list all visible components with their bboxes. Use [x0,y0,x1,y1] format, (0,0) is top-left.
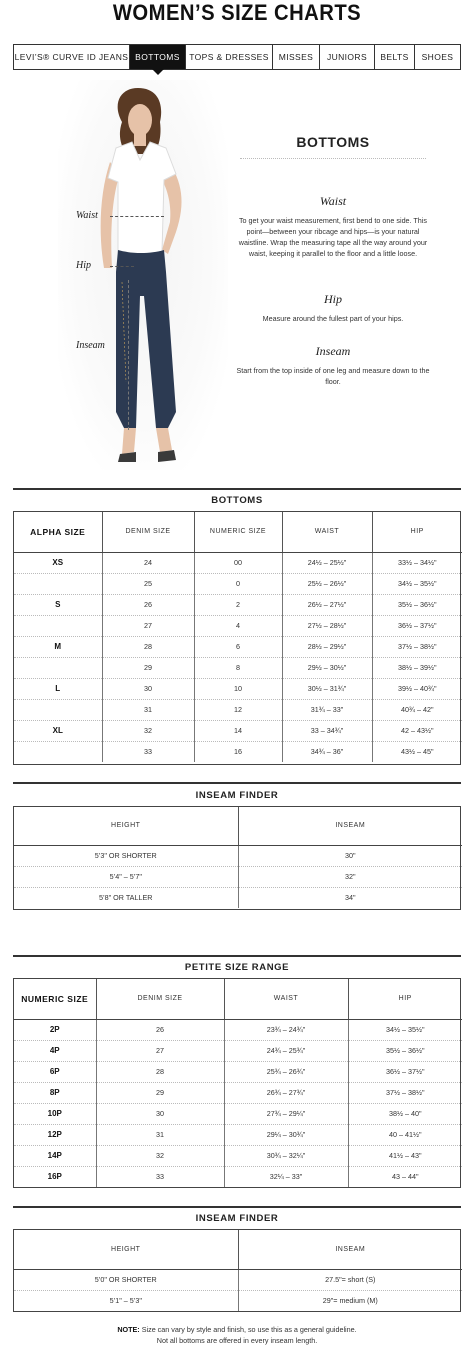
table-cell: 32 [102,720,194,741]
table-row [14,573,462,594]
table-cell: 29"= medium (M) [322,1296,378,1306]
petite-section-rule [13,955,461,957]
table-cell: 12P [14,1124,96,1145]
header-height: HEIGHT [14,1230,238,1269]
table-row [14,720,462,741]
table-cell: 6P [14,1061,96,1082]
table-cell: 42 – 43½" [372,720,462,741]
table-cell: 31 [102,699,194,720]
table-cell: 30 [102,678,194,699]
info-title: BOTTOMS [296,134,370,150]
tab-curve-id-jeans[interactable]: LEVI’S® CURVE ID JEANS [14,45,130,69]
table-row [14,1166,462,1187]
header-numeric-size: NUMERIC SIZE [14,979,96,1019]
note-label: NOTE: [117,1325,140,1334]
hip-heading: Hip [324,292,342,306]
petite-table-title: PETITE SIZE RANGE [184,962,290,973]
table-row [14,1103,462,1124]
table-cell: 33½ – 34½" [372,552,462,573]
header-hip: HIP [372,512,462,552]
table-cell: 35½ – 36½" [372,594,462,615]
table-cell: 5’1" – 5’3" [14,1290,238,1311]
table-cell: 00 [194,552,282,573]
table-cell: 40¾ – 42" [372,699,462,720]
hip-instructions: Measure around the fullest part of your hips. [262,314,404,323]
inseam-instructions: Start from the top inside of one leg and measure down to the floor. [236,366,430,386]
hip-label: Hip [76,260,91,271]
table-cell: 32" [238,866,462,887]
waist-instructions: To get your waist measurement, first bend to one side. This point—between your ribcage and hips—is your natural waistline. Wrap the measuring tape all the way around your waist, keeping it parallel to the floor and a little loose. [238,216,428,258]
table-cell: 16P [14,1166,96,1187]
table-cell: 6 [194,636,282,657]
table-cell: S [14,594,102,615]
table-row [14,845,462,866]
inseam-section-rule [13,782,461,784]
waist-heading: Waist [319,194,347,208]
category-tabs [13,44,461,70]
bottoms-section-rule [13,488,461,490]
petite-size-table [13,978,461,1188]
table-cell: 43½ – 45" [400,747,434,757]
table-cell: 32 [96,1145,224,1166]
table-cell: 14P [14,1145,96,1166]
table-row [14,1082,462,1103]
table-cell: 4P [14,1040,96,1061]
table-cell: 29 [96,1082,224,1103]
table-row [14,1145,462,1166]
table-cell: 8P [14,1082,96,1103]
table-cell: XL [14,720,102,741]
size-note [13,1324,461,1346]
table-row [14,615,462,636]
petite-inseam-finder-table [13,1229,461,1312]
bottoms-size-table [13,511,461,765]
table-row [14,636,462,657]
table-cell: 4 [194,615,282,636]
table-cell [14,741,102,762]
table-cell: 29½ – 30½" [282,657,372,678]
table-cell: 26 [96,1019,224,1040]
petite-inseam-section-rule [13,1206,461,1208]
table-cell: 36½ – 37½" [348,1061,462,1082]
table-cell: 36½ – 37½" [372,615,462,636]
table-row [14,1040,462,1061]
table-cell: 34½ – 35½" [372,573,462,594]
table-cell: 25 [102,573,194,594]
info-divider [240,158,426,159]
tab-juniors[interactable]: JUNIORS [320,45,375,69]
table-cell: 37½ – 38½" [372,636,462,657]
table-cell: 27.5"= short (S) [238,1269,462,1290]
table-cell: 8 [194,657,282,678]
table-row [14,657,462,678]
tab-misses[interactable]: MISSES [273,45,320,69]
table-row [14,699,462,720]
table-cell: 27½ – 28½" [282,615,372,636]
waist-label: Waist [76,210,98,221]
table-cell: 38½ – 39½" [372,657,462,678]
table-cell: 2P [14,1019,96,1040]
table-row [14,866,462,887]
table-cell: 31¾ – 33" [282,699,372,720]
bottoms-table-title: BOTTOMS [211,495,263,506]
table-cell [14,657,102,678]
table-cell: 14 [194,720,282,741]
table-cell: 23¾ – 24¾" [224,1019,348,1040]
header-inseam: INSEAM [238,1230,462,1269]
table-cell: 10P [14,1103,96,1124]
table-cell: 24 [102,552,194,573]
table-cell [14,573,102,594]
table-cell: 34½ – 35½" [348,1019,462,1040]
header-waist: WAIST [224,979,348,1019]
table-cell: 28 [102,636,194,657]
table-cell: 33 – 34¾" [282,720,372,741]
table-cell: 30¾ – 32¼" [224,1145,348,1166]
model-figure-illustration [60,82,230,474]
table-cell: 34¾ – 36" [282,741,372,762]
table-cell: 27 [96,1040,224,1061]
waist-guide-line [110,216,164,217]
table-cell: 34" [344,893,356,903]
note-line-1: Size can vary by style and finish, so use this as a general guideline. [141,1325,357,1334]
header-waist: WAIST [282,512,372,552]
tab-shoes[interactable]: SHOES [421,52,454,62]
table-cell [14,699,102,720]
tab-tops-dresses[interactable]: TOPS & DRESSES [186,45,273,69]
header-denim-size: DENIM SIZE [96,979,224,1019]
table-cell: 28 [96,1061,224,1082]
table-row [14,1061,462,1082]
header-alpha-size: ALPHA SIZE [14,512,102,552]
table-cell: 37½ – 38½" [348,1082,462,1103]
inseam-table-title: INSEAM FINDER [195,790,279,801]
note-line-2: Not all bottoms are offered in every inseam length. [156,1336,318,1345]
header-hip: HIP [348,979,462,1019]
header-numeric-size: NUMERIC SIZE [194,512,282,552]
inseam-guide-line [128,280,129,430]
table-cell: 33 [96,1166,224,1187]
table-cell: 30½ – 31¾" [282,678,372,699]
table-cell: M [14,636,102,657]
table-cell: 38½ – 40" [348,1103,462,1124]
header-height: HEIGHT [14,807,238,845]
table-cell: 30 [96,1103,224,1124]
table-row [14,1290,462,1311]
table-cell: 2 [194,594,282,615]
table-cell: 35½ – 36½" [348,1040,462,1061]
table-cell: 29 [102,657,194,678]
table-cell: 26 [102,594,194,615]
table-row [14,1019,462,1040]
table-cell: 29¼ – 30¾" [224,1124,348,1145]
table-cell: 39½ – 40¾" [372,678,462,699]
measurement-hero [0,74,474,474]
tab-bottoms[interactable]: BOTTOMS [130,45,186,69]
table-cell: 5’4" – 5’7" [14,866,238,887]
table-cell: 28½ – 29½" [282,636,372,657]
table-cell: 41½ – 43" [348,1145,462,1166]
table-cell: 26¾ – 27¾" [224,1082,348,1103]
table-row [14,887,462,908]
table-cell: XS [14,552,102,573]
petite-inseam-table-title: INSEAM FINDER [195,1213,279,1224]
header-inseam: INSEAM [238,807,462,845]
table-cell: 30" [238,845,462,866]
page-title: WOMEN’S SIZE CHARTS [112,0,362,25]
table-row [14,594,462,615]
table-row [14,678,462,699]
table-cell: 32¼ – 33" [224,1166,348,1187]
table-cell: 0 [194,573,282,594]
inseam-label: Inseam [76,340,105,351]
table-cell: 26½ – 27½" [282,594,372,615]
table-cell: 25½ – 26½" [282,573,372,594]
table-cell: 16 [194,741,282,762]
inseam-finder-table [13,806,461,910]
table-cell: 31 [96,1124,224,1145]
table-cell: L [14,678,102,699]
table-cell: 33 [102,741,194,762]
table-cell: 24½ – 25½" [282,552,372,573]
table-cell: 5’0" OR SHORTER [14,1269,238,1290]
table-row [14,741,462,762]
table-cell: 43 – 44" [391,1172,419,1182]
table-row [14,552,462,573]
hip-guide-line [110,266,134,267]
table-cell: 27¾ – 29¼" [224,1103,348,1124]
tab-belts[interactable]: BELTS [375,45,415,69]
header-denim-size: DENIM SIZE [102,512,194,552]
table-cell: 25¾ – 26¾" [224,1061,348,1082]
table-cell: 24¾ – 25¾" [224,1040,348,1061]
table-cell: 5’3" OR SHORTER [14,845,238,866]
table-cell [14,615,102,636]
table-row [14,1269,462,1290]
table-cell: 27 [102,615,194,636]
table-cell: 12 [194,699,282,720]
table-cell: 40 – 41½" [348,1124,462,1145]
table-cell: 5’8" OR TALLER [14,887,238,908]
inseam-heading: Inseam [315,344,351,358]
table-cell: 10 [194,678,282,699]
table-row [14,1124,462,1145]
